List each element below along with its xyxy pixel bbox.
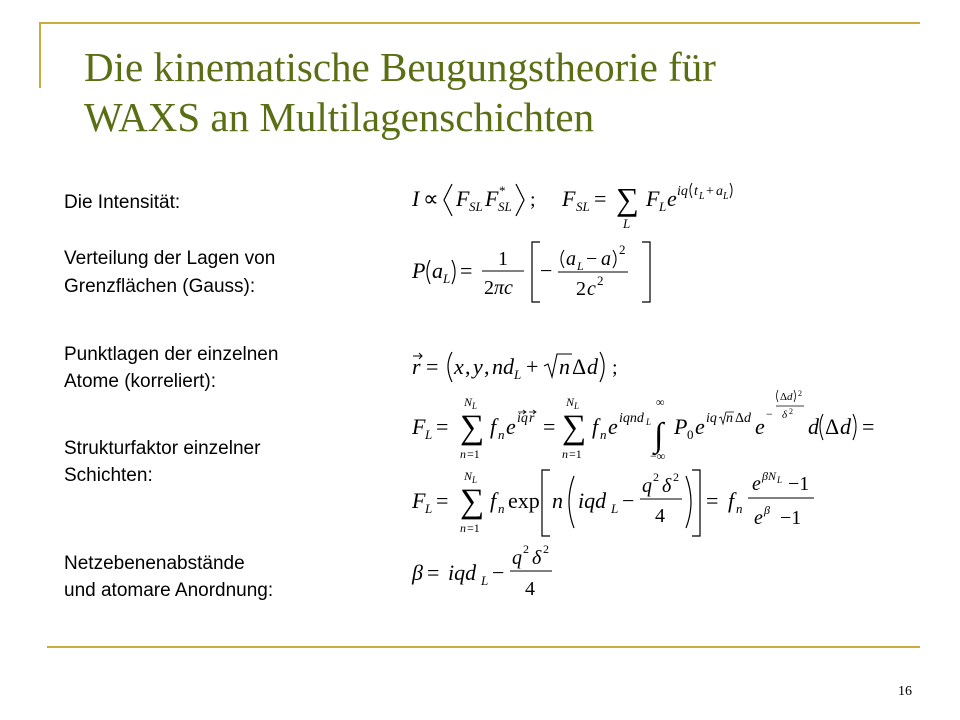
svg-text:e: e bbox=[667, 186, 677, 211]
svg-text:−: − bbox=[540, 258, 553, 283]
svg-text:q: q bbox=[512, 547, 522, 569]
svg-text:+: + bbox=[706, 184, 714, 199]
svg-text:iqnd: iqnd bbox=[619, 411, 644, 426]
svg-text:=: = bbox=[460, 258, 473, 283]
svg-text:f: f bbox=[592, 414, 599, 439]
svg-text:a: a bbox=[601, 248, 611, 270]
svg-text:∑: ∑ bbox=[460, 483, 485, 520]
svg-text:δ: δ bbox=[782, 409, 788, 421]
svg-text:nd: nd bbox=[492, 354, 514, 379]
svg-text:n: n bbox=[498, 427, 505, 442]
svg-text:P: P bbox=[412, 258, 426, 283]
svg-text:L: L bbox=[443, 271, 451, 286]
svg-text:n: n bbox=[736, 501, 743, 516]
svg-text:n: n bbox=[460, 521, 466, 535]
svg-text:2: 2 bbox=[576, 278, 586, 300]
svg-text:−: − bbox=[492, 560, 505, 585]
svg-text:πc: πc bbox=[494, 277, 513, 299]
svg-text:=: = bbox=[862, 414, 875, 439]
svg-text:n: n bbox=[498, 501, 505, 516]
svg-text:;: ; bbox=[530, 189, 536, 211]
svg-text:L: L bbox=[723, 191, 729, 202]
frame-vertical-line bbox=[39, 22, 41, 88]
svg-text:exp: exp bbox=[508, 488, 540, 513]
svg-text:=: = bbox=[706, 488, 719, 513]
svg-text:=1: =1 bbox=[467, 521, 480, 535]
svg-text:n: n bbox=[600, 427, 607, 442]
svg-text:Δ: Δ bbox=[735, 411, 745, 426]
svg-text:βN: βN bbox=[762, 469, 776, 483]
svg-text:L: L bbox=[574, 401, 580, 411]
svg-text:e: e bbox=[754, 507, 763, 529]
svg-text:F: F bbox=[456, 186, 470, 211]
svg-text:r: r bbox=[529, 411, 535, 426]
svg-text:n: n bbox=[726, 411, 733, 426]
svg-text:=: = bbox=[436, 488, 449, 513]
svg-text:Δ: Δ bbox=[825, 414, 840, 439]
svg-text:n: n bbox=[559, 354, 570, 379]
svg-text:e: e bbox=[506, 414, 516, 439]
slide-title bbox=[84, 42, 924, 142]
svg-text:L: L bbox=[777, 475, 783, 485]
svg-text:L: L bbox=[472, 475, 478, 485]
svg-text:4: 4 bbox=[655, 505, 665, 527]
svg-text:−: − bbox=[586, 248, 598, 270]
svg-text:L: L bbox=[472, 401, 478, 411]
svg-text:4: 4 bbox=[525, 578, 535, 600]
svg-text:2: 2 bbox=[653, 470, 659, 484]
svg-text:iq: iq bbox=[706, 411, 717, 426]
svg-text:iq: iq bbox=[677, 184, 688, 199]
svg-text:2: 2 bbox=[619, 242, 626, 257]
svg-text:−1: −1 bbox=[780, 507, 802, 529]
svg-text:d: d bbox=[744, 411, 751, 426]
svg-text:L: L bbox=[514, 367, 522, 382]
svg-text:−1: −1 bbox=[788, 473, 810, 495]
svg-text:e: e bbox=[695, 414, 705, 439]
svg-text:iqd: iqd bbox=[448, 560, 477, 585]
formula-structure-factor-integral bbox=[410, 388, 880, 464]
svg-text:∑: ∑ bbox=[460, 409, 485, 446]
svg-text:∝: ∝ bbox=[423, 186, 439, 211]
frame-bottom-line bbox=[47, 646, 920, 648]
svg-text:L: L bbox=[611, 501, 619, 516]
svg-text:SL: SL bbox=[576, 199, 590, 214]
frame-top-line bbox=[39, 22, 920, 24]
svg-text:−: − bbox=[622, 488, 635, 513]
svg-text:f: f bbox=[490, 488, 497, 513]
title-line-1: Die kinematische Beugungstheorie für bbox=[84, 44, 716, 90]
svg-text:2: 2 bbox=[789, 407, 793, 416]
svg-text:d: d bbox=[787, 391, 793, 403]
label-structure-1: Strukturfaktor einzelner bbox=[64, 438, 261, 459]
svg-text:SL: SL bbox=[469, 199, 483, 214]
formula-intensity bbox=[410, 176, 750, 232]
svg-text:=: = bbox=[426, 354, 439, 379]
svg-text:=: = bbox=[594, 186, 607, 211]
formula-beta bbox=[410, 540, 570, 604]
svg-text:L: L bbox=[623, 216, 631, 231]
svg-text:∞: ∞ bbox=[656, 395, 665, 409]
page-number: 16 bbox=[898, 684, 912, 699]
svg-text:−∞: −∞ bbox=[650, 449, 666, 463]
svg-text:r: r bbox=[412, 354, 421, 379]
svg-text:P: P bbox=[674, 414, 688, 439]
formula-structure-factor-exp bbox=[410, 466, 830, 542]
svg-text:L: L bbox=[577, 259, 584, 273]
svg-text:n: n bbox=[562, 447, 568, 461]
svg-text:+: + bbox=[526, 354, 539, 379]
formula-position-vector bbox=[410, 346, 640, 386]
svg-text:F: F bbox=[485, 186, 499, 211]
svg-text:f: f bbox=[490, 414, 497, 439]
svg-text:L: L bbox=[425, 427, 433, 442]
svg-text:=1: =1 bbox=[569, 447, 582, 461]
svg-text:e: e bbox=[755, 414, 765, 439]
label-positions-2: Atome (korreliert): bbox=[64, 371, 217, 392]
svg-text:F: F bbox=[562, 186, 576, 211]
svg-text:n: n bbox=[460, 447, 466, 461]
svg-text:Δ: Δ bbox=[572, 354, 587, 379]
svg-text:δ: δ bbox=[532, 547, 542, 569]
svg-text:a: a bbox=[432, 258, 443, 283]
svg-text:e: e bbox=[752, 473, 761, 495]
svg-text:=: = bbox=[436, 414, 449, 439]
svg-text:2: 2 bbox=[543, 542, 549, 556]
label-positions-1: Punktlagen der einzelnen bbox=[64, 344, 279, 365]
svg-text:d: d bbox=[808, 414, 819, 439]
svg-text:1: 1 bbox=[498, 248, 508, 270]
title-line-2: WAXS an Multilagenschichten bbox=[84, 94, 595, 140]
svg-text:2: 2 bbox=[798, 389, 802, 398]
svg-text:t: t bbox=[694, 184, 698, 199]
svg-text:β: β bbox=[412, 560, 423, 585]
svg-text:L: L bbox=[659, 199, 667, 214]
svg-text:N: N bbox=[566, 395, 575, 409]
svg-text:β: β bbox=[764, 503, 770, 517]
svg-text:∑: ∑ bbox=[562, 409, 587, 446]
svg-text:f: f bbox=[728, 488, 735, 513]
svg-text:a: a bbox=[716, 184, 723, 199]
label-structure-2: Schichten: bbox=[64, 465, 153, 486]
svg-text:y: y bbox=[473, 354, 483, 379]
svg-text:L: L bbox=[425, 501, 433, 516]
svg-text:2: 2 bbox=[673, 470, 679, 484]
svg-text:c: c bbox=[587, 278, 596, 300]
formula-distribution bbox=[410, 238, 670, 308]
svg-text:F: F bbox=[412, 488, 426, 513]
svg-text:,: , bbox=[465, 354, 471, 379]
svg-text:=: = bbox=[427, 560, 440, 585]
svg-text:,: , bbox=[484, 354, 490, 379]
svg-text:Δ: Δ bbox=[780, 391, 788, 403]
svg-text:2: 2 bbox=[523, 542, 529, 556]
svg-text:a: a bbox=[566, 248, 576, 270]
svg-text:L: L bbox=[646, 417, 652, 427]
svg-text:=: = bbox=[543, 414, 556, 439]
svg-text:d: d bbox=[587, 354, 598, 379]
svg-text:L: L bbox=[699, 191, 705, 202]
label-intensity: Die Intensität: bbox=[64, 192, 181, 213]
label-spacing-2: und atomare Anordnung: bbox=[64, 580, 274, 601]
svg-text:d: d bbox=[840, 414, 851, 439]
label-distribution-2: Grenzflächen (Gauss): bbox=[64, 276, 256, 297]
svg-text:n: n bbox=[552, 488, 563, 513]
svg-text:=1: =1 bbox=[467, 447, 480, 461]
svg-text:F: F bbox=[412, 414, 426, 439]
svg-text:2: 2 bbox=[597, 273, 604, 288]
svg-text:N: N bbox=[464, 469, 473, 483]
svg-text:δ: δ bbox=[662, 475, 672, 497]
svg-text:N: N bbox=[464, 395, 473, 409]
svg-text:L: L bbox=[481, 573, 489, 588]
svg-text:;: ; bbox=[612, 357, 618, 379]
svg-text:∫: ∫ bbox=[654, 417, 664, 454]
svg-text:e: e bbox=[608, 414, 618, 439]
svg-text:iqd: iqd bbox=[578, 488, 607, 513]
svg-text:I: I bbox=[412, 186, 420, 211]
svg-text:∑: ∑ bbox=[616, 181, 639, 217]
svg-text:*: * bbox=[499, 183, 506, 198]
svg-text:0: 0 bbox=[687, 427, 694, 442]
svg-text:2: 2 bbox=[484, 277, 494, 299]
svg-text:F: F bbox=[646, 186, 660, 211]
svg-text:SL: SL bbox=[498, 199, 512, 214]
svg-text:iq: iq bbox=[517, 411, 528, 426]
svg-text:−: − bbox=[766, 407, 773, 421]
svg-text:x: x bbox=[454, 354, 464, 379]
svg-text:q: q bbox=[642, 475, 652, 497]
label-spacing-1: Netzebenenabstände bbox=[64, 553, 245, 574]
label-distribution-1: Verteilung der Lagen von bbox=[64, 248, 276, 269]
